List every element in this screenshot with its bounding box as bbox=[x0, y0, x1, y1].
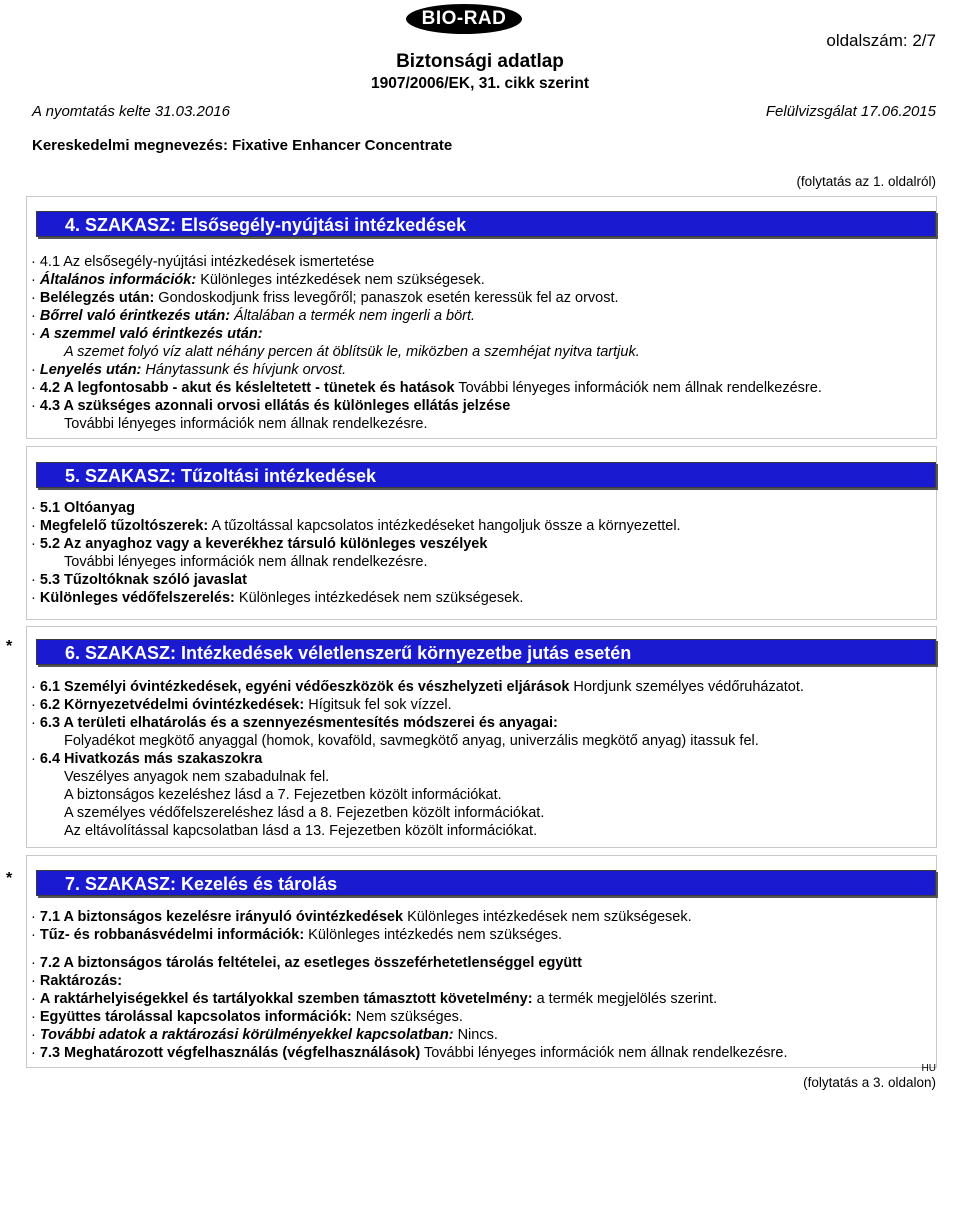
section-4 bbox=[26, 196, 937, 439]
list-item: Folyadékot megkötő anyaggal (homok, kovaföld, savmegkötő anyag, univerzális megkötő anyag) itassuk fel. bbox=[64, 733, 759, 749]
section-7-content bbox=[31, 908, 932, 1062]
section-6-content bbox=[31, 678, 932, 840]
list-item: · 5.1 Oltóanyag bbox=[31, 500, 135, 516]
print-date: A nyomtatás kelte 31.03.2016 bbox=[32, 103, 230, 120]
list-item: · 7.3 Meghatározott végfelhasználás (végfelhasználások) További lényeges információk nem állnak rendelkezésre. bbox=[31, 1045, 788, 1061]
list-item: · 4.3 A szükséges azonnali orvosi ellátás és különleges ellátás jelzése bbox=[31, 398, 511, 414]
section-5-content bbox=[31, 499, 932, 607]
list-item: A szemet folyó víz alatt néhány percen át öblítsük le, miközben a szemhéjat nyitva tartjuk. bbox=[64, 344, 640, 360]
list-item: · A szemmel való érintkezés után: bbox=[31, 326, 263, 342]
change-marker: * bbox=[6, 638, 13, 655]
list-item: · 7.1 A biztonságos kezelésre irányuló óvintézkedések Különleges intézkedések nem szükségesek. bbox=[31, 909, 692, 925]
list-item: Veszélyes anyagok nem szabadulnak fel. bbox=[64, 769, 330, 785]
section-6-title: 6. SZAKASZ: Intézkedések véletlenszerű környezetbe jutás esetén bbox=[36, 639, 936, 665]
bio-rad-logo: BIO-RAD bbox=[406, 4, 522, 34]
list-item: · Bőrrel való érintkezés után: Általában a termék nem ingerli a bört. bbox=[31, 308, 476, 324]
list-item: · További adatok a raktározási körülményekkel kapcsolatban: Nincs. bbox=[31, 1027, 498, 1043]
section-4-title: 4. SZAKASZ: Elsősegély-nyújtási intézkedések bbox=[36, 211, 936, 237]
list-item: · 4.2 A legfontosabb - akut és késleltetett - tünetek és hatások További lényeges információk nem állnak rendelkezésre. bbox=[31, 380, 822, 396]
list-item: A biztonságos kezeléshez lásd a 7. Fejezetben közölt információkat. bbox=[64, 787, 502, 803]
list-item: · 6.3 A területi elhatárolás és a szennyezésmentesítés módszerei és anyagai: bbox=[31, 715, 558, 731]
list-item: · 7.2 A biztonságos tárolás feltételei, az esetleges összeférhetetlenséggel együtt bbox=[31, 955, 582, 971]
list-item: · 4.1 Az elsősegély-nyújtási intézkedések ismertetése bbox=[31, 254, 375, 270]
list-item: További lényeges információk nem állnak rendelkezésre. bbox=[64, 554, 428, 570]
list-item: · Különleges védőfelszerelés: Különleges intézkedések nem szükségesek. bbox=[31, 590, 524, 606]
list-item: · 5.3 Tűzoltóknak szóló javaslat bbox=[31, 572, 247, 588]
list-item: · 6.1 Személyi óvintézkedések, egyéni védőeszközök és vészhelyzeti eljárások Hordjunk személyes védőruházatot. bbox=[31, 679, 804, 695]
list-item: · 6.2 Környezetvédelmi óvintézkedések: Hígitsuk fel sok vízzel. bbox=[31, 697, 452, 713]
document-title: Biztonsági adatlap bbox=[396, 51, 564, 72]
list-item: · Megfelelő tűzoltószerek: A tűzoltással kapcsolatos intézkedéseket hangoljuk össze a környezettel. bbox=[31, 518, 681, 534]
spacer bbox=[31, 944, 932, 954]
section-7 bbox=[26, 855, 937, 1068]
continuation-top: (folytatás az 1. oldalról) bbox=[796, 174, 936, 189]
list-item: · Tűz- és robbanásvédelmi információk: Különleges intézkedés nem szükséges. bbox=[31, 927, 563, 943]
continuation-bottom: (folytatás a 3. oldalon) bbox=[803, 1075, 936, 1090]
revision-date: Felülvizsgálat 17.06.2015 bbox=[765, 103, 936, 120]
section-5-title: 5. SZAKASZ: Tűzoltási intézkedések bbox=[36, 462, 936, 488]
list-item: · 6.4 Hivatkozás más szakaszokra bbox=[31, 751, 263, 767]
list-item: Az eltávolítással kapcsolatban lásd a 13. Fejezetben közölt információkat. bbox=[64, 823, 538, 839]
list-item: · Raktározás: bbox=[31, 973, 123, 989]
list-item: · Együttes tárolással kapcsolatos információk: Nem szükséges. bbox=[31, 1009, 463, 1025]
page-number: oldalszám: 2/7 bbox=[826, 31, 936, 50]
change-marker: * bbox=[6, 870, 13, 887]
document-subtitle: 1907/2006/EK, 31. cikk szerint bbox=[370, 75, 589, 92]
section-6 bbox=[26, 626, 937, 848]
list-item: · Belélegzés után: Gondoskodjunk friss levegőről; panaszok esetén keressük fel az orvost. bbox=[31, 290, 619, 306]
section-5 bbox=[26, 446, 937, 620]
list-item: A személyes védőfelszereléshez lásd a 8. Fejezetben közölt információkat. bbox=[64, 805, 545, 821]
language-code: HU bbox=[921, 1063, 936, 1074]
trade-name: Kereskedelmi megnevezés: Fixative Enhancer Concentrate bbox=[32, 137, 453, 154]
list-item: · 5.2 Az anyaghoz vagy a keverékhez társuló különleges veszélyek bbox=[31, 536, 488, 552]
section-4-content bbox=[31, 253, 932, 433]
list-item: · A raktárhelyiségekkel és tartályokkal szemben támasztott követelmény: a termék megjelölés szerint. bbox=[31, 991, 718, 1007]
list-item: · Lenyelés után: Hánytassunk és hívjunk orvost. bbox=[31, 362, 347, 378]
list-item: · Általános információk: Különleges intézkedések nem szükségesek. bbox=[31, 272, 485, 288]
list-item: További lényeges információk nem állnak rendelkezésre. bbox=[64, 416, 428, 432]
section-7-title: 7. SZAKASZ: Kezelés és tárolás bbox=[36, 870, 936, 896]
